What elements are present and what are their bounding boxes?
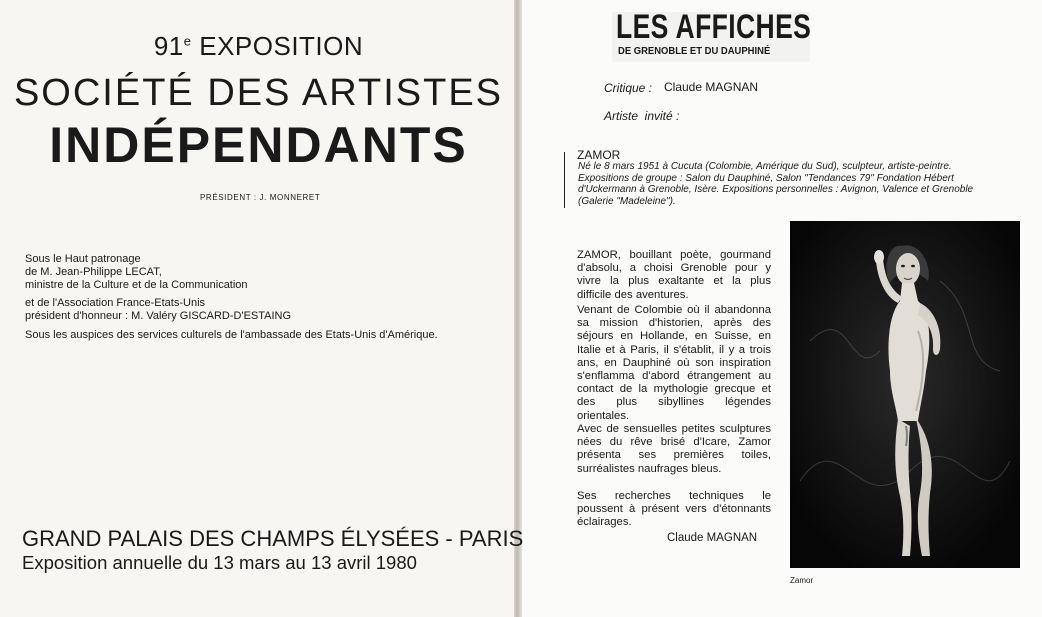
artist-label: Artiste invité : [604, 109, 680, 123]
article-paragraph: Venant de Colombie où il abandonna sa mission d'historien, après des séjours en Hollande, en Suisse, en Italie et à Paris, il s'établit, il y a trois ans, en Dauphiné où son inspiration s'enflamma d'abord étrangement au contact de la mythologie grecque et des plus sibyllines légendes orientales. [577, 304, 771, 422]
bio-rule [564, 152, 565, 208]
patronage-line: de M. Jean-Philippe LECAT, [25, 266, 162, 278]
article-paragraph: Ses recherches techniques le poussent à présent vers d'étonnants éclairages. [577, 490, 771, 529]
exposition-number: 91 [153, 31, 184, 61]
image-caption: Zamor [790, 576, 814, 585]
patronage-line: Sous le Haut patronage [25, 253, 141, 265]
patronage-line: président d'honneur : M. Valéry GISCARD-D'ESTAING [25, 310, 292, 322]
magazine-logo-subtitle: DE GRENOBLE ET DU DAUPHINÉ [618, 45, 771, 57]
article-signature: Claude MAGNAN [667, 532, 758, 544]
patronage-line: Sous les auspices des services culturels de l'ambassade des Etats-Unis d'Amérique. [25, 329, 438, 341]
dates-line: Exposition annuelle du 13 mars au 13 avril 1980 [22, 552, 417, 573]
independants-title: INDÉPENDANTS [49, 117, 468, 173]
critique-name: Claude MAGNAN [664, 80, 759, 94]
president-line: PRÉSIDENT : J. MONNERET [200, 193, 321, 202]
exposition-number-suffix: e [183, 33, 192, 49]
exposition-title: EXPOSITION [191, 31, 364, 61]
magazine-logo-title: LES AFFICHES [616, 8, 812, 46]
figure-painting [790, 221, 1020, 568]
artwork-image [790, 221, 1020, 568]
venue-line: GRAND PALAIS DES CHAMPS ÉLYSÉES - PARIS [22, 526, 524, 551]
artist-name: ZAMOR [577, 148, 621, 162]
article-paragraph: Avec de sensuelles petites sculptures nées du rêve brisé d'Icare, Zamor présenta ses premières toiles, surréalistes naufrages bleus. [577, 423, 771, 475]
artist-bio: Né le 8 mars 1951 à Cucuta (Colombie, Amérique du Sud), sculpteur, artiste-peintre. Expositions de groupe : Salon du Dauphiné, Salon "Tendances 79" Fondation Hébert d'Uckermann à Grenoble, Isère. Expositions personnelles : Avignon, Valence et Grenoble (Galerie "Madeleine"). [578, 161, 974, 207]
exposition-heading [0, 31, 517, 62]
article-paragraph: ZAMOR, bouillant poète, gourmand d'absolu, a choisi Grenoble pour y vivre la plus exaltante et la plus difficile des aventures. [577, 249, 771, 301]
society-title: SOCIÉTÉ DES ARTISTES [13, 72, 504, 114]
patronage-line: et de l'Association France-Etats-Unis [25, 297, 206, 309]
patronage-line: ministre de la Culture et de la Communication [25, 279, 248, 291]
critique-label: Critique : [604, 81, 653, 95]
